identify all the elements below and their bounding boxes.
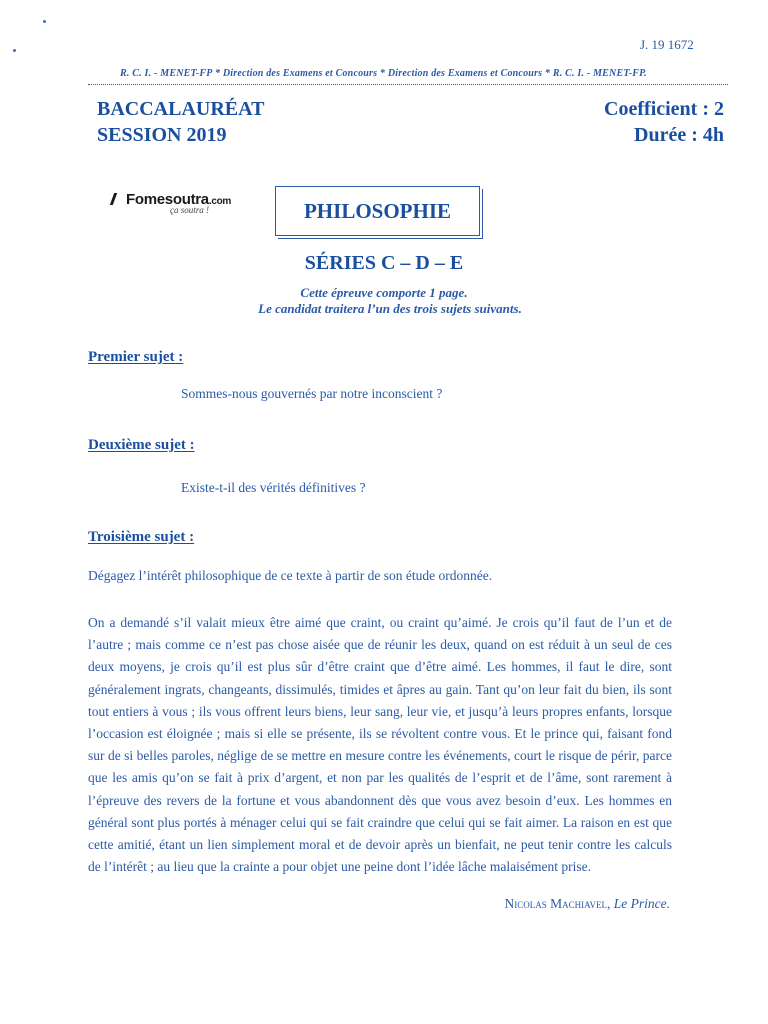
subject-box (275, 186, 480, 236)
exam-session: SESSION 2019 (97, 124, 227, 146)
fomesoutra-logo (112, 191, 262, 217)
scan-speck (13, 49, 16, 52)
series-heading: SÉRIES C – D – E (304, 252, 464, 274)
scan-speck (43, 20, 46, 23)
instruction-choice: Le candidat traitera l’un des trois sujets suivants. (258, 301, 522, 316)
logo-name: Fomesoutra (126, 191, 209, 208)
sujet-3-consigne: Dégagez l’intérêt philosophique de ce texte à partir de son étude ordonnée. (88, 568, 493, 583)
exam-duration: Durée : 4h (634, 124, 724, 146)
attribution-author: Nicolas Machiavel, (504, 896, 611, 911)
attribution-work: Le Prince. (613, 896, 670, 911)
passage-attribution (505, 896, 670, 912)
exam-title: BACCALAURÉAT (97, 98, 265, 120)
sujet-2-question: Existe-t-il des vérités définitives ? (181, 480, 366, 495)
header-divider (88, 84, 728, 85)
sujet-2-title: Deuxième sujet : (88, 437, 195, 453)
text-passage: On a demandé s’il valait mieux être aimé que craint, ou craint qu’aimé. Je crois qu’il faut de l’un et de l’autre ; mais comme ce n’est pas chose aisée que de réunir les deux, quand on est réduit à un seul de ces deux moyens, je crois qu’il est plus sûr d’être craint que d’être aimé. Les hommes, il faut le dire, sont généralement ingrats, changeants, dissimulés, timides et âpres au gain. Tant qu’on leur fait du bien, ils sont tout entiers à vous ; ils vous offrent leurs biens, leur sang, leur vie, et jusqu’à leurs propres enfants, lorsque l’occasion est éloignée ; mais si elle se présente, ils se révoltent contre vous. Et le prince qui, faisant fond sur de si belles paroles, néglige de se mettre en mesure contre les événements, court le risque de périr, parce que les amis qu’on se fait à prix d’argent, et non par les qualités de l’esprit et de l’âme, sont rarement à l’épreuve des revers de la fortune et vous abandonnent dès que vous avez besoin d’eux. Les hommes en général sont plus portés à ménager celui qui se fait craindre que celui qui se fait aimer. La raison en est que cette amitié, étant un lien simplement moral et de devoir après un bienfait, ne peut tenir contre les calculs de l’intérêt ; au lieu que la crainte a pour objet une peine dont l’idée lâche malaisément prise. (88, 615, 672, 875)
subject-title: PHILOSOPHIE (303, 198, 452, 223)
logo-mark-icon (110, 193, 127, 205)
logo-suffix: .com (208, 196, 231, 207)
sujet-1-question: Sommes-nous gouvernés par notre inconscient ? (181, 386, 443, 401)
exam-coefficient: Coefficient : 2 (604, 98, 724, 120)
exam-code: J. 19 1672 (640, 37, 694, 52)
institution-header: R. C. I. - MENET-FP * Direction des Examens et Concours * Direction des Examens et Concours * R. C. I. - MENET-FP. (120, 68, 647, 79)
sujet-3-title: Troisième sujet : (88, 529, 195, 545)
sujet-1-title: Premier sujet : (88, 349, 184, 365)
instruction-pages: Cette épreuve comporte 1 page. (300, 285, 468, 300)
logo-tagline: ça soutra ! (170, 205, 209, 215)
